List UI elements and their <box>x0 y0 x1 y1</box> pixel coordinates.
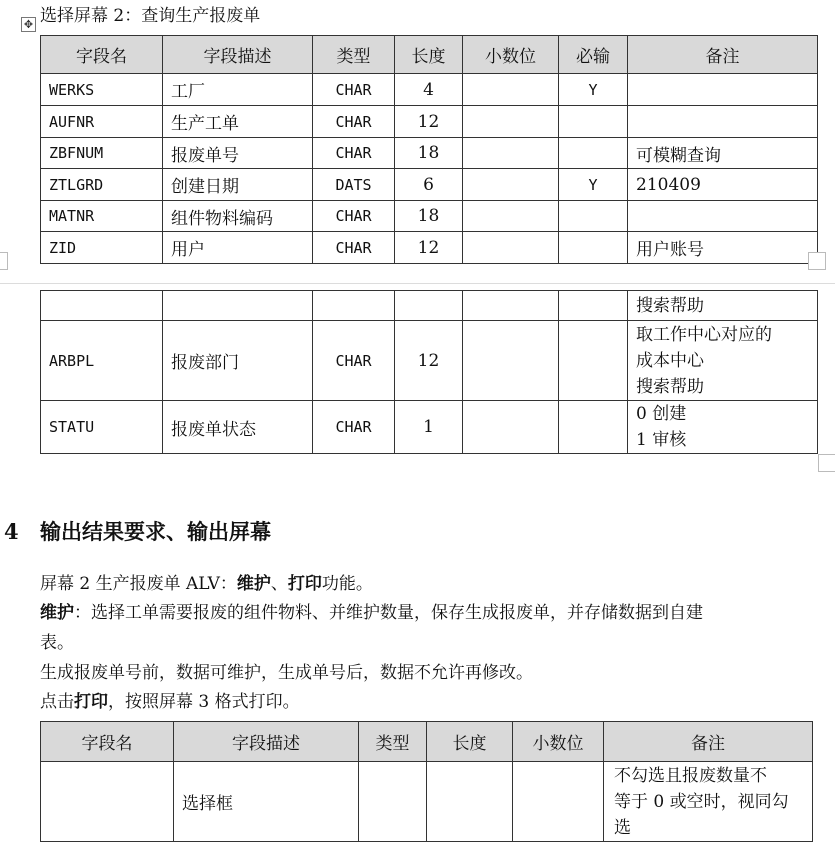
alv-field-table <box>40 721 813 842</box>
cell-desc: 工厂 <box>163 74 313 106</box>
bold-text: 维护 <box>40 603 74 623</box>
cell-type <box>313 291 395 321</box>
table-row <box>41 232 818 264</box>
note-line: 搜索帮助 <box>636 295 704 316</box>
cell-decimals <box>463 74 559 106</box>
cell-field: MATNR <box>41 201 163 232</box>
screen2-caption: 选择屏幕 2：查询生产报废单 <box>40 6 261 26</box>
cell-field <box>41 762 174 842</box>
table-move-handle-icon[interactable]: ✥ <box>21 17 36 32</box>
cell-field: ZID <box>41 232 163 264</box>
cell-required <box>559 232 628 264</box>
cell-desc: 组件物料编码 <box>163 201 313 232</box>
cell-desc: 报废部门 <box>163 321 313 401</box>
col-header-type: 类型 <box>313 36 395 74</box>
col-header-length: 长度 <box>395 36 463 74</box>
table-row <box>41 321 818 401</box>
table-row <box>41 201 818 232</box>
cell-note <box>628 74 818 106</box>
note-line: 取工作中心对应的 <box>636 324 772 345</box>
page-corner-marker-right <box>808 252 826 270</box>
cell-length: 18 <box>395 201 463 232</box>
screen2-field-table <box>40 35 818 264</box>
cell-required: Y <box>559 169 628 201</box>
col-header-field: 字段名 <box>41 36 163 74</box>
cell-length: 6 <box>395 169 463 201</box>
section-number: 4 <box>4 519 19 544</box>
text-span: 点击 <box>40 692 74 712</box>
page-break-line <box>0 283 835 284</box>
text-span: 、 <box>270 574 288 594</box>
cell-decimals <box>463 291 559 321</box>
bold-text: 维护 <box>236 574 271 594</box>
cell-type: DATS <box>313 169 395 201</box>
cell-decimals <box>463 321 559 401</box>
cell-desc: 用户 <box>163 232 313 264</box>
cell-type: CHAR <box>313 106 395 138</box>
bold-text: 打印 <box>74 692 108 712</box>
cell-type: CHAR <box>313 232 395 264</box>
cell-note <box>628 401 818 454</box>
table-row <box>41 74 818 106</box>
cell-desc: 创建日期 <box>163 169 313 201</box>
cell-desc: 报废单号 <box>163 138 313 169</box>
cell-field: WERKS <box>41 74 163 106</box>
note-line: 搜索帮助 <box>636 376 704 397</box>
table-row <box>41 138 818 169</box>
cell-required: Y <box>559 74 628 106</box>
text-span: ：选择工单需要报废的组件物料、并维护数量，保存生成报废单，并存储数据到自建 <box>74 603 703 623</box>
paragraph-maintain <box>40 601 703 625</box>
table-row <box>41 169 818 201</box>
cell-field: ARBPL <box>41 321 163 401</box>
cell-desc <box>163 291 313 321</box>
col-header-desc: 字段描述 <box>174 722 359 762</box>
paragraph-maintain-cont <box>40 631 74 655</box>
cell-length: 18 <box>395 138 463 169</box>
cell-desc: 生产工单 <box>163 106 313 138</box>
page-corner-marker-left <box>0 252 8 270</box>
cell-type: CHAR <box>313 401 395 454</box>
cell-note: 用户账号 <box>628 232 818 264</box>
col-header-note: 备注 <box>604 722 813 762</box>
note-line: 选 <box>614 817 631 838</box>
cell-required <box>559 201 628 232</box>
table-header-row <box>41 722 813 762</box>
cell-type: CHAR <box>313 321 395 401</box>
text-span: ，按照屏幕 3 格式打印。 <box>108 692 300 712</box>
cell-length: 12 <box>395 232 463 264</box>
cell-decimals <box>463 401 559 454</box>
paragraph-alv-functions <box>40 572 373 596</box>
cell-field: ZTLGRD <box>41 169 163 201</box>
cell-note: 可模糊查询 <box>628 138 818 169</box>
text-span: 屏幕 2 生产报废单 ALV： <box>40 574 237 594</box>
cell-required <box>559 138 628 169</box>
cell-field <box>41 291 163 321</box>
cell-type <box>359 762 427 842</box>
table-row <box>41 291 818 321</box>
cell-desc: 报废单状态 <box>163 401 313 454</box>
cell-length: 4 <box>395 74 463 106</box>
cell-required <box>559 321 628 401</box>
col-header-note: 备注 <box>628 36 818 74</box>
bold-text: 打印 <box>287 574 322 594</box>
note-line: 1 审核 <box>636 430 687 450</box>
cell-type: CHAR <box>313 138 395 169</box>
section-title: 输出结果要求、输出屏幕 <box>40 519 271 544</box>
cell-note <box>628 321 818 401</box>
cell-decimals <box>463 138 559 169</box>
text-span: 表。 <box>40 633 74 653</box>
cell-type: CHAR <box>313 201 395 232</box>
note-line: 不勾选且报废数量不 <box>614 765 767 786</box>
note-line: 成本中心 <box>636 350 704 371</box>
col-header-desc: 字段描述 <box>163 36 313 74</box>
cell-field: STATU <box>41 401 163 454</box>
table-row <box>41 106 818 138</box>
col-header-length: 长度 <box>427 722 513 762</box>
col-header-type: 类型 <box>359 722 427 762</box>
col-header-decimals: 小数位 <box>513 722 604 762</box>
note-line: 等于 0 或空时，视同勾 <box>614 791 789 812</box>
cell-decimals <box>513 762 604 842</box>
screen2-field-table-continued <box>40 290 818 454</box>
cell-desc: 选择框 <box>174 762 359 842</box>
table-resize-handle[interactable] <box>818 454 835 472</box>
paragraph-edit-rule <box>40 661 533 685</box>
cell-length: 12 <box>395 321 463 401</box>
col-header-field: 字段名 <box>41 722 174 762</box>
cell-decimals <box>463 106 559 138</box>
cell-type: CHAR <box>313 74 395 106</box>
section-heading <box>4 516 271 546</box>
cell-note: 210409 <box>628 169 818 201</box>
note-line: 0 创建 <box>636 404 687 424</box>
cell-required <box>559 106 628 138</box>
table-header-row <box>41 36 818 74</box>
cell-note <box>604 762 813 842</box>
cell-decimals <box>463 169 559 201</box>
table-row <box>41 401 818 454</box>
cell-length: 1 <box>395 401 463 454</box>
cell-note <box>628 201 818 232</box>
cell-length <box>395 291 463 321</box>
paragraph-print <box>40 690 300 714</box>
text-span: 生成报废单号前，数据可维护，生成单号后，数据不允许再修改。 <box>40 663 533 683</box>
table-row <box>41 762 813 842</box>
cell-field: AUFNR <box>41 106 163 138</box>
cell-required <box>559 401 628 454</box>
cell-note <box>628 106 818 138</box>
cell-length <box>427 762 513 842</box>
cell-note <box>628 291 818 321</box>
cell-required <box>559 291 628 321</box>
col-header-required: 必输 <box>559 36 628 74</box>
col-header-decimals: 小数位 <box>463 36 559 74</box>
cell-field: ZBFNUM <box>41 138 163 169</box>
cell-length: 12 <box>395 106 463 138</box>
text-span: 功能。 <box>321 574 373 594</box>
cell-decimals <box>463 232 559 264</box>
cell-decimals <box>463 201 559 232</box>
